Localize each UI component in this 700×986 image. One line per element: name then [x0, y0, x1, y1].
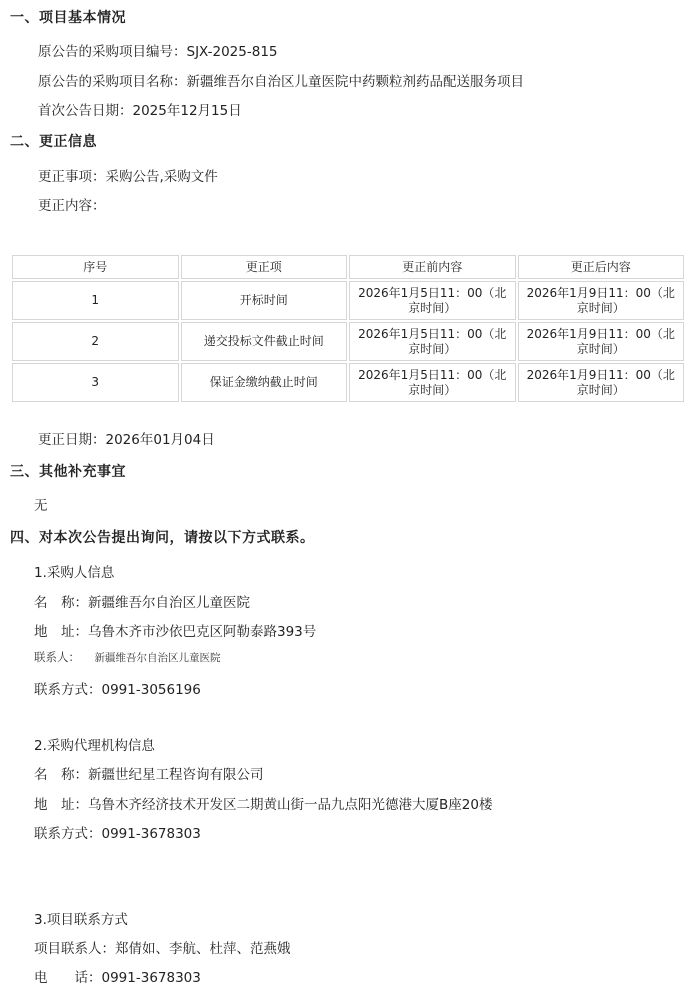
- section-4-title: 四、对本次公告提出询问，请按以下方式联系。: [10, 530, 315, 546]
- correction-content-label: 更正内容：: [38, 198, 106, 214]
- correction-table: [10, 253, 686, 404]
- header-before: 更正前内容: [349, 255, 516, 279]
- section-1-title: 一、项目基本情况: [10, 10, 126, 26]
- row-after: 2026年1月9日11：00（北京时间）: [518, 281, 685, 320]
- table-header-row: [12, 255, 684, 279]
- purchaser-phone: 联系方式：0991-3056196: [34, 682, 201, 698]
- original-project-number: 原公告的采购项目编号：SJX-2025-815: [38, 44, 278, 60]
- agency-address: 地 址：乌鲁木齐经济技术开发区二期黄山街一品九点阳光德港大厦B座20楼: [34, 797, 493, 813]
- project-contact-phone: 电 话：0991-3678303: [34, 970, 201, 986]
- row-item: 开标时间: [181, 281, 348, 320]
- section-3-title: 三、其他补充事宜: [10, 464, 126, 480]
- row-before: 2026年1月5日11：00（北京时间）: [349, 281, 516, 320]
- agency-heading: 2.采购代理机构信息: [34, 738, 155, 754]
- section-2-title: 二、更正信息: [10, 134, 97, 150]
- purchaser-name: 名 称：新疆维吾尔自治区儿童医院: [34, 595, 250, 611]
- correction-items: 更正事项：采购公告,采购文件: [38, 169, 218, 185]
- project-contact-heading: 3.项目联系方式: [34, 912, 128, 928]
- agency-phone: 联系方式：0991-3678303: [34, 826, 201, 842]
- row-index: 2: [12, 322, 179, 361]
- table-row: [12, 363, 684, 402]
- purchaser-address: 地 址：乌鲁木齐市沙依巴克区阿勒泰路393号: [34, 624, 317, 640]
- purchaser-contact-value: 新疆维吾尔自治区儿童医院: [94, 652, 221, 664]
- row-index: 3: [12, 363, 179, 402]
- table-row: [12, 281, 684, 320]
- purchaser-heading: 1.采购人信息: [34, 565, 115, 581]
- purchaser-contact: [34, 649, 220, 665]
- row-after: 2026年1月9日11：00（北京时间）: [518, 363, 685, 402]
- purchaser-contact-label: 联系人：: [34, 650, 80, 664]
- table-row: [12, 322, 684, 361]
- supplement-content: 无: [34, 498, 48, 514]
- header-item: 更正项: [181, 255, 348, 279]
- row-before: 2026年1月5日11：00（北京时间）: [349, 322, 516, 361]
- header-after: 更正后内容: [518, 255, 685, 279]
- project-contact-people: 项目联系人：郑倩如、李航、杜萍、范燕娥: [34, 941, 291, 957]
- agency-name: 名 称：新疆世纪星工程咨询有限公司: [34, 767, 264, 783]
- row-after: 2026年1月9日11：00（北京时间）: [518, 322, 685, 361]
- correction-date: 更正日期：2026年01月04日: [38, 432, 215, 448]
- first-announcement-date: 首次公告日期：2025年12月15日: [38, 103, 242, 119]
- row-item: 保证金缴纳截止时间: [181, 363, 348, 402]
- header-index: 序号: [12, 255, 179, 279]
- row-before: 2026年1月5日11：00（北京时间）: [349, 363, 516, 402]
- row-item: 递交投标文件截止时间: [181, 322, 348, 361]
- original-project-name: 原公告的采购项目名称：新疆维吾尔自治区儿童医院中药颗粒剂药品配送服务项目: [38, 74, 524, 90]
- row-index: 1: [12, 281, 179, 320]
